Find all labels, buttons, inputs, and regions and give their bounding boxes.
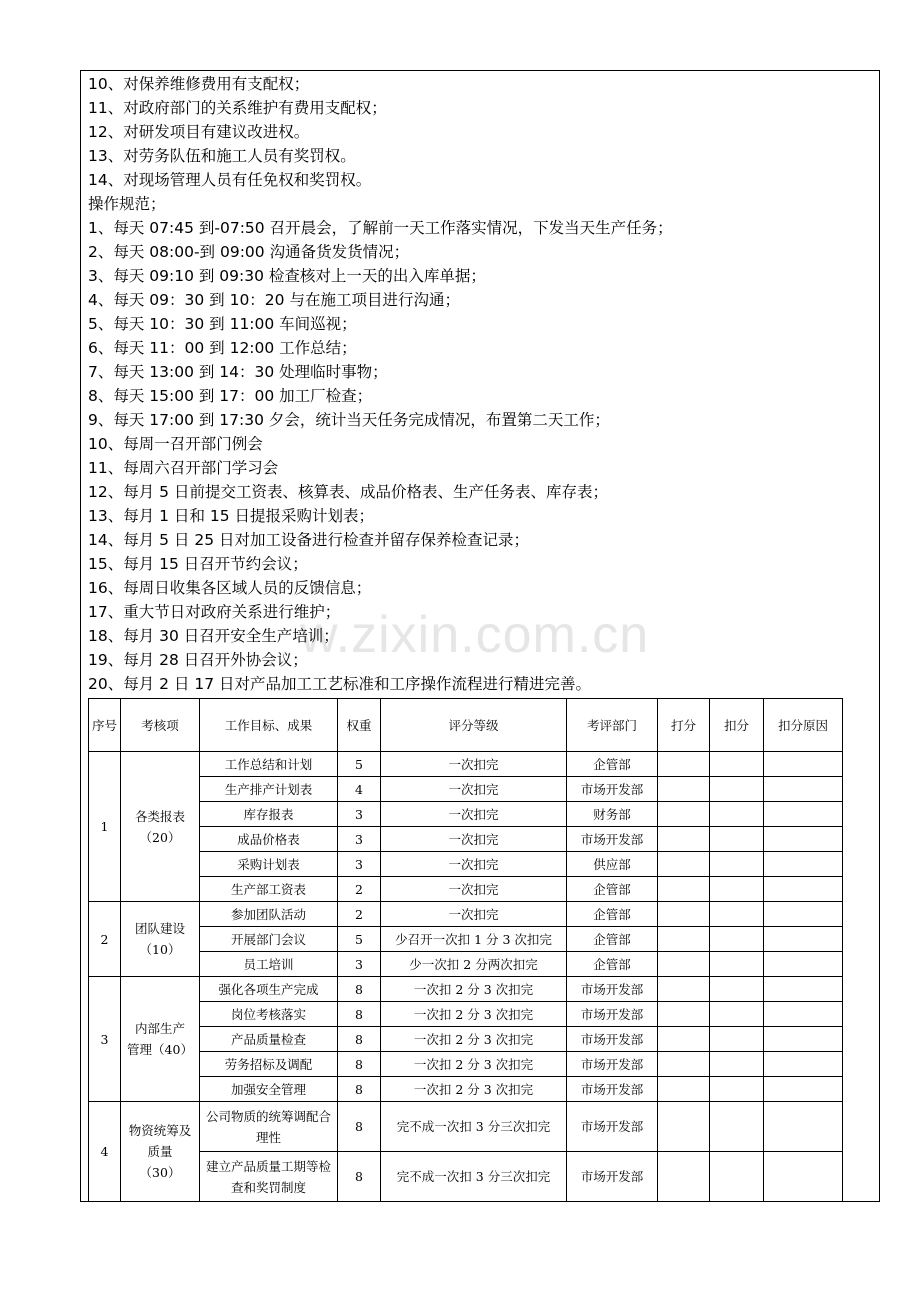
header-dept: 考评部门 [567,699,658,752]
item-cell [121,902,200,977]
rule-line: 12、对研发项目有建议改进权。 [88,123,310,141]
score-cell [658,952,710,977]
table-row [89,1002,843,1027]
score-cell [658,1077,710,1102]
goal-cell: 产品质量检查 [200,1027,338,1052]
weight-cell: 8 [338,1027,381,1052]
table-row [89,877,843,902]
weight-cell: 8 [338,1077,381,1102]
rule-line: 16、每周日收集各区域人员的反馈信息； [88,579,372,597]
rule-line: 14、每月 5 日 25 日对加工设备进行检查并留存保养检查记录； [88,531,530,549]
grade-cell: 一次扣 2 分 3 次扣完 [381,977,567,1002]
reason-cell [764,1152,843,1202]
dept-cell: 市场开发部 [567,1102,658,1152]
table-row [89,952,843,977]
goal-cell: 工作总结和计划 [200,752,338,777]
deduct-cell [710,1102,764,1152]
deduct-cell [710,977,764,1002]
rule-line: 5、每天 10：30 到 11:00 车间巡视； [88,315,357,333]
item-cell [121,977,200,1102]
dept-cell: 企管部 [567,952,658,977]
score-cell [658,1002,710,1027]
watermark: w.zixin.com.cn [300,606,650,664]
deduct-cell [710,802,764,827]
grade-cell: 一次扣完 [381,752,567,777]
table-header [89,699,843,752]
dept-cell: 市场开发部 [567,1027,658,1052]
goal-cell: 公司物质的统筹调配合理性 [200,1102,338,1152]
rule-line: 11、每周六召开部门学习会 [88,459,279,477]
rules-text [88,72,868,696]
goal-cell: 生产排产计划表 [200,777,338,802]
reason-cell [764,1052,843,1077]
dept-cell: 企管部 [567,902,658,927]
rule-line: 19、每月 28 日召开外协会议； [88,651,308,669]
reason-cell [764,752,843,777]
rule-line: 7、每天 13:00 到 14：30 处理临时事物； [88,363,388,381]
goal-cell: 参加团队活动 [200,902,338,927]
grade-cell: 一次扣 2 分 3 次扣完 [381,1052,567,1077]
rule-line: 3、每天 09:10 到 09:30 检查核对上一天的出入库单据； [88,267,486,285]
grade-cell: 完不成一次扣 3 分三次扣完 [381,1152,567,1202]
dept-cell: 市场开发部 [567,827,658,852]
rule-line: 2、每天 08:00-到 09:00 沟通备货发货情况； [88,243,410,261]
header-weight: 权重 [338,699,381,752]
reason-cell [764,952,843,977]
dept-cell: 市场开发部 [567,777,658,802]
reason-cell [764,877,843,902]
goal-cell: 建立产品质量工期等检查和奖罚制度 [200,1152,338,1202]
header-score: 打分 [658,699,710,752]
dept-cell: 市场开发部 [567,1002,658,1027]
score-cell [658,1102,710,1152]
reason-cell [764,852,843,877]
grade-cell: 一次扣完 [381,852,567,877]
rule-line: 14、对现场管理人员有任免权和奖罚权。 [88,171,372,189]
rule-line: 操作规范； [88,195,166,213]
deduct-cell [710,1152,764,1202]
rule-line: 18、每月 30 日召开安全生产培训； [88,627,339,645]
table-row [89,1027,843,1052]
grade-cell: 完不成一次扣 3 分三次扣完 [381,1102,567,1152]
goal-cell: 岗位考核落实 [200,1002,338,1027]
score-cell [658,802,710,827]
rule-line: 11、对政府部门的关系维护有费用支配权； [88,99,387,117]
rule-line: 8、每天 15:00 到 17：00 加工厂检查； [88,387,373,405]
table-row [89,752,843,777]
rule-line: 13、每月 1 日和 15 日提报采购计划表； [88,507,375,525]
reason-cell [764,902,843,927]
rule-line: 9、每天 17:00 到 17:30 夕会，统计当天任务完成情况，布置第二天工作； [88,411,610,429]
dept-cell: 企管部 [567,752,658,777]
reason-cell [764,1027,843,1052]
table-row [89,927,843,952]
dept-cell: 市场开发部 [567,1052,658,1077]
rule-line: 17、重大节日对政府关系进行维护； [88,603,341,621]
weight-cell: 3 [338,852,381,877]
grade-cell: 少召开一次扣 1 分 3 次扣完 [381,927,567,952]
item-weight: （10） [139,942,181,957]
deduct-cell [710,752,764,777]
deduct-cell [710,902,764,927]
header-item: 考核项 [121,699,200,752]
score-cell [658,1027,710,1052]
goal-cell: 加强安全管理 [200,1077,338,1102]
rule-line: 13、对劳务队伍和施工人员有奖罚权。 [88,147,356,165]
reason-cell [764,777,843,802]
seq-cell: 2 [89,902,121,977]
item-cell [121,1102,200,1202]
table-row [89,1077,843,1102]
seq-cell: 4 [89,1102,121,1202]
table-row [89,802,843,827]
header-goal: 工作目标、成果 [200,699,338,752]
goal-cell: 库存报表 [200,802,338,827]
rule-line: 4、每天 09：30 到 10：20 与在施工项目进行沟通； [88,291,460,309]
item-name: 团队建设 [134,921,185,936]
header-deduct: 扣分 [710,699,764,752]
deduct-cell [710,1027,764,1052]
goal-cell: 成品价格表 [200,827,338,852]
seq-cell: 3 [89,977,121,1102]
seq-cell: 1 [89,752,121,902]
weight-cell: 3 [338,827,381,852]
grade-cell: 一次扣完 [381,802,567,827]
reason-cell [764,977,843,1002]
reason-cell [764,827,843,852]
weight-cell: 8 [338,1102,381,1152]
rule-line: 10、对保养维修费用有支配权； [88,75,310,93]
grade-cell: 一次扣 2 分 3 次扣完 [381,1077,567,1102]
dept-cell: 企管部 [567,877,658,902]
rule-line: 20、每月 2 日 17 日对产品加工工艺标准和工序操作流程进行精进完善。 [88,675,592,693]
goal-cell: 采购计划表 [200,852,338,877]
dept-cell: 市场开发部 [567,1152,658,1202]
score-cell [658,852,710,877]
table-row [89,827,843,852]
grade-cell: 一次扣完 [381,827,567,852]
grade-cell: 少一次扣 2 分两次扣完 [381,952,567,977]
deduct-cell [710,877,764,902]
deduct-cell [710,852,764,877]
rule-line: 10、每周一召开部门例会 [88,435,263,453]
rule-line: 1、每天 07:45 到-07:50 召开晨会，了解前一天工作落实情况，下发当天生产任务； [88,219,673,237]
rule-line: 15、每月 15 日召开节约会议； [88,555,308,573]
table-row [89,852,843,877]
rule-line: 6、每天 11：00 到 12:00 工作总结； [88,339,357,357]
table-row [89,1152,843,1202]
weight-cell: 2 [338,877,381,902]
score-cell [658,877,710,902]
dept-cell: 财务部 [567,802,658,827]
weight-cell: 3 [338,952,381,977]
table-row [89,902,843,927]
score-cell [658,1052,710,1077]
goal-cell: 员工培训 [200,952,338,977]
item-weight: （20） [139,829,181,845]
table-row [89,777,843,802]
reason-cell [764,1002,843,1027]
dept-cell: 市场开发部 [567,1077,658,1102]
weight-cell: 2 [338,902,381,927]
score-cell [658,902,710,927]
deduct-cell [710,952,764,977]
assessment-table [88,698,843,1202]
deduct-cell [710,1077,764,1102]
grade-cell: 一次扣完 [381,877,567,902]
weight-cell: 4 [338,777,381,802]
header-seq: 序号 [89,699,121,752]
goal-cell: 劳务招标及调配 [200,1052,338,1077]
goal-cell: 强化各项生产完成 [200,977,338,1002]
reason-cell [764,1077,843,1102]
rule-line: 12、每月 5 日前提交工资表、核算表、成品价格表、生产任务表、库存表； [88,483,608,501]
reason-cell [764,802,843,827]
goal-cell: 生产部工资表 [200,877,338,902]
reason-cell [764,927,843,952]
weight-cell: 5 [338,927,381,952]
weight-cell: 8 [338,1002,381,1027]
deduct-cell [710,1002,764,1027]
table-row [89,1102,843,1152]
score-cell [658,977,710,1002]
dept-cell: 企管部 [567,927,658,952]
deduct-cell [710,827,764,852]
table-row [89,977,843,1002]
weight-cell: 5 [338,752,381,777]
grade-cell: 一次扣 2 分 3 次扣完 [381,1002,567,1027]
score-cell [658,1152,710,1202]
item-cell [121,752,200,902]
item-weight: 管理（40） [127,1042,193,1057]
goal-cell: 开展部门会议 [200,927,338,952]
item-name: 内部生产 [134,1021,185,1036]
score-cell [658,927,710,952]
weight-cell: 3 [338,802,381,827]
item-weight: （30） [139,1165,181,1180]
item-name: 物资统筹及质量 [128,1123,192,1159]
grade-cell: 一次扣完 [381,777,567,802]
dept-cell: 供应部 [567,852,658,877]
grade-cell: 一次扣完 [381,902,567,927]
score-cell [658,777,710,802]
weight-cell: 8 [338,1152,381,1202]
score-cell [658,827,710,852]
score-cell [658,752,710,777]
deduct-cell [710,927,764,952]
dept-cell: 市场开发部 [567,977,658,1002]
header-grade: 评分等级 [381,699,567,752]
table-row [89,1052,843,1077]
deduct-cell [710,777,764,802]
item-name: 各类报表 [134,808,185,824]
weight-cell: 8 [338,977,381,1002]
grade-cell: 一次扣 2 分 3 次扣完 [381,1027,567,1052]
weight-cell: 8 [338,1052,381,1077]
deduct-cell [710,1052,764,1077]
reason-cell [764,1102,843,1152]
header-reason: 扣分原因 [764,699,843,752]
